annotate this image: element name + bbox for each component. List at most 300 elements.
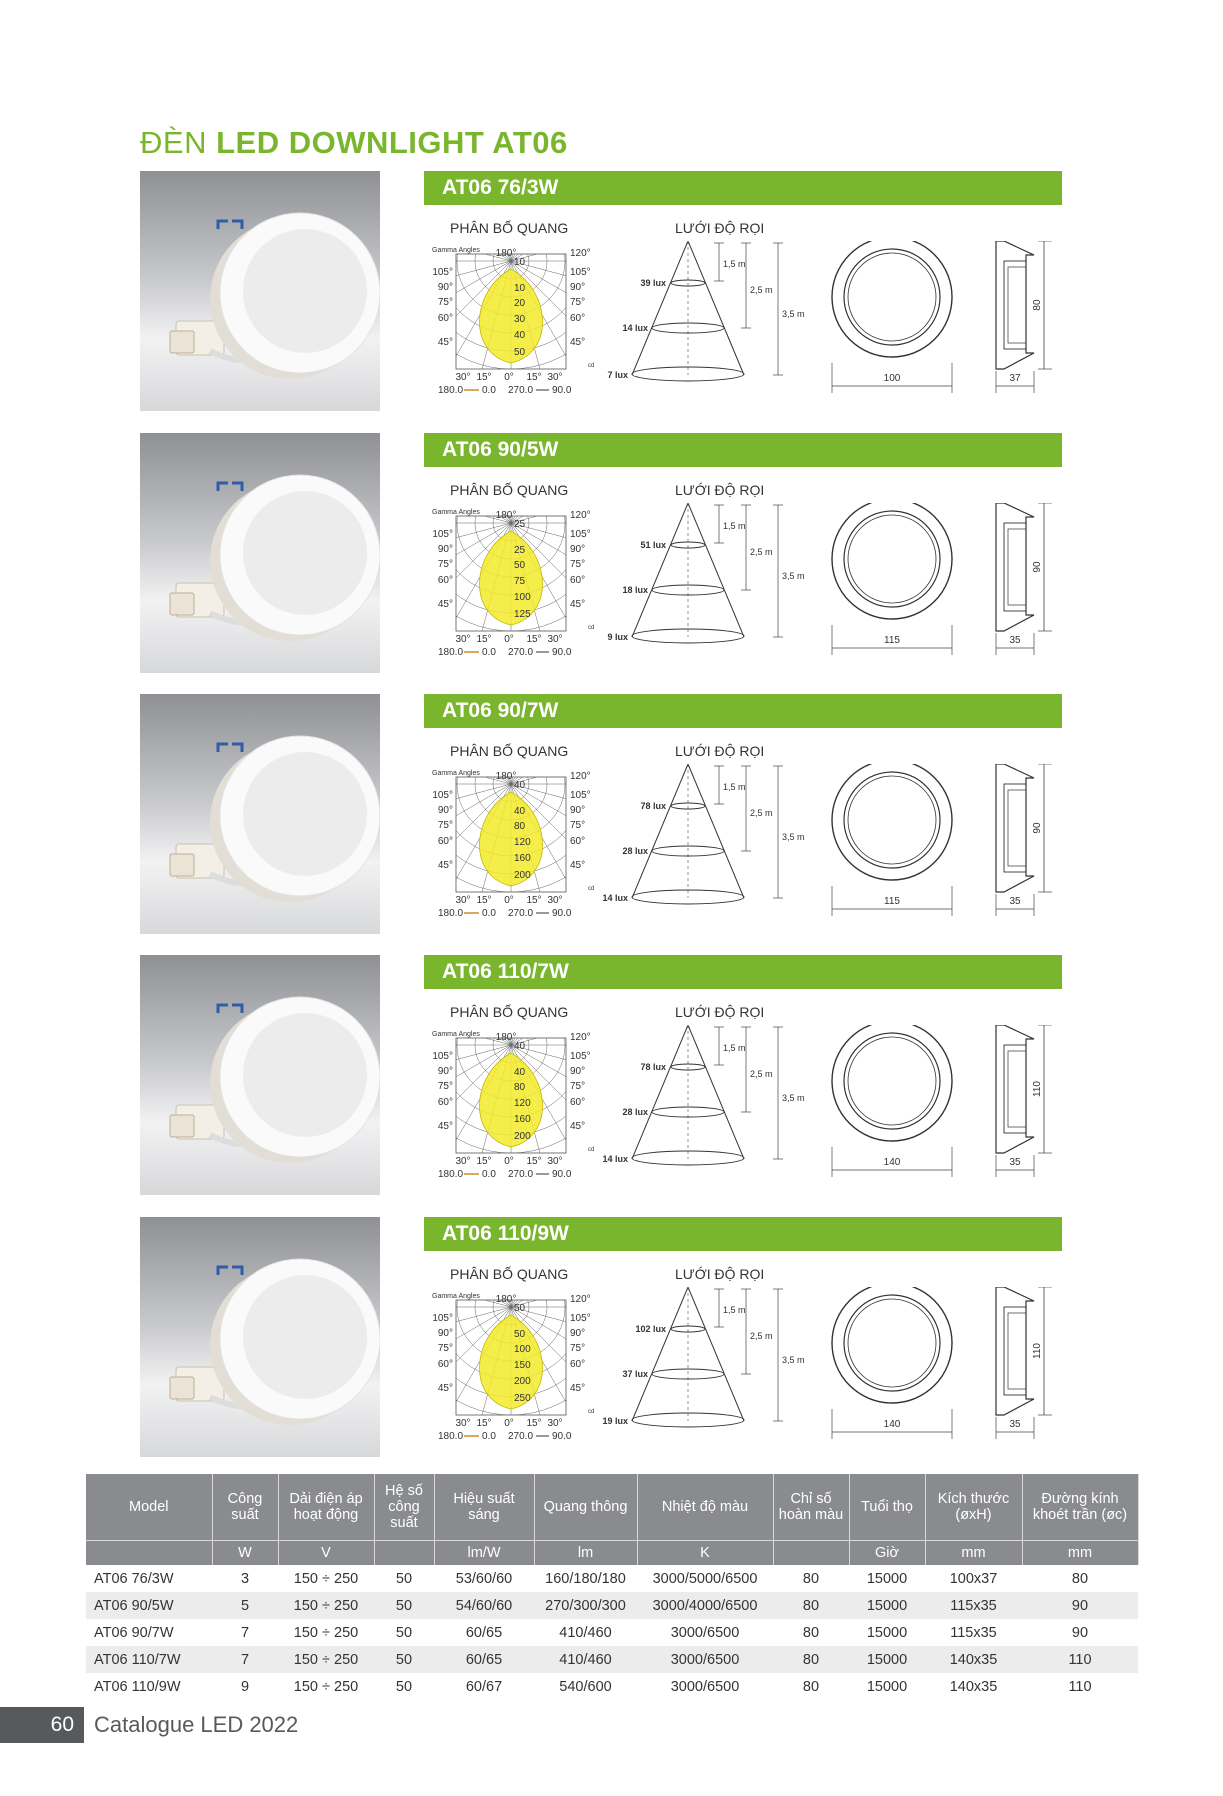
top-view-drawing <box>832 503 952 655</box>
angle-label: 105° <box>432 529 453 540</box>
polar-scale-value: 25 <box>514 519 526 530</box>
height-dimension: 110 <box>1032 1343 1043 1359</box>
distance-label: 1,5 m <box>723 782 746 792</box>
top-view-drawing <box>832 1287 952 1439</box>
angle-label: 15° <box>526 372 542 383</box>
height-dimension: 110 <box>1032 1081 1043 1097</box>
table-cell: 110 <box>1068 1678 1092 1695</box>
angle-label: 60° <box>570 1359 586 1370</box>
lux-value: 7 lux <box>607 370 628 380</box>
cd-unit-label: cd <box>588 886 595 892</box>
angle-label: 45° <box>570 1121 586 1132</box>
angle-label: 90° <box>437 1066 453 1077</box>
table-unit-cell: mm <box>1022 1541 1138 1566</box>
distance-label: 2,5 m <box>750 1069 773 1079</box>
angle-label: 105° <box>432 1313 453 1324</box>
table-cell: 100x37 <box>949 1570 998 1587</box>
angle-label: 45° <box>570 860 586 871</box>
product-photo <box>140 1217 380 1457</box>
angle-label: 180° <box>495 510 517 521</box>
angle-label: 120° <box>570 510 591 521</box>
polar-scale-value: 200 <box>514 1131 531 1142</box>
angle-label: 75° <box>437 820 453 831</box>
angle-label: 30° <box>455 372 471 383</box>
angle-label: 60° <box>437 1359 453 1370</box>
table-cell: 90 <box>1071 1624 1089 1641</box>
angle-label: 15° <box>476 1156 492 1167</box>
polar-scale-value: 120 <box>514 1098 531 1109</box>
angle-label: 90° <box>570 1066 586 1077</box>
table-cell: 3000/4000/6500 <box>637 1592 773 1619</box>
table-header-cell: Kích thước (øxH) <box>925 1474 1022 1541</box>
product-title-bar: AT06 110/7W <box>424 955 1062 989</box>
depth-dimension: 35 <box>1009 635 1021 646</box>
table-cell: 90 <box>1022 1592 1138 1619</box>
angle-label: 0° <box>504 634 514 645</box>
table-unit-cell: W <box>212 1541 278 1566</box>
table-cell: 15000 <box>866 1624 908 1641</box>
page-number: 60 <box>0 1707 84 1743</box>
catalogue-name: Catalogue LED 2022 <box>94 1712 299 1737</box>
table-cell: 54/60/60 <box>434 1592 534 1619</box>
table-cell: 7 <box>240 1624 250 1641</box>
polar-scale-value: 30 <box>514 314 526 325</box>
table-unit-row <box>86 1541 1138 1566</box>
lux-value: 19 lux <box>602 1416 628 1426</box>
title-main: LED DOWNLIGHT AT06 <box>216 125 568 160</box>
table-header-cell: Nhiệt độ màu <box>637 1474 773 1541</box>
top-view-drawing <box>832 764 952 916</box>
angle-label: 105° <box>570 1051 591 1062</box>
legend-value: 270.0 <box>508 385 534 396</box>
table-cell: 115x35 <box>925 1592 1022 1619</box>
table-row <box>86 1565 1138 1592</box>
legend-value: 90.0 <box>552 647 572 658</box>
distance-label: 2,5 m <box>750 1331 773 1341</box>
table-cell: 115x35 <box>950 1624 997 1641</box>
angle-label: 60° <box>570 575 586 586</box>
depth-dimension: 35 <box>1009 1419 1021 1430</box>
angle-label: 120° <box>570 771 591 782</box>
angle-label: 105° <box>432 1051 453 1062</box>
angle-label: 90° <box>570 805 586 816</box>
angle-label: 75° <box>437 1343 453 1354</box>
table-cell: 80 <box>802 1570 820 1587</box>
angle-label: 45° <box>570 337 586 348</box>
product-diagrams <box>424 764 1064 954</box>
angle-label: 90° <box>570 544 586 555</box>
legend-value: 0.0 <box>482 647 496 658</box>
table-cell: 140x35 <box>925 1646 1022 1673</box>
table-header-cell: Dải điện áp hoạt động <box>278 1474 374 1541</box>
lux-value: 14 lux <box>622 323 648 333</box>
table-cell: 410/460 <box>534 1646 637 1673</box>
table-cell: 5 <box>212 1592 278 1619</box>
table-cell: 50 <box>374 1646 434 1673</box>
lux-value: 102 lux <box>635 1324 666 1334</box>
angle-label: 60° <box>437 313 453 324</box>
product-title-bar: AT06 76/3W <box>424 171 1062 205</box>
legend-value: 90.0 <box>552 908 572 919</box>
table-cell: 80 <box>773 1646 849 1673</box>
height-dimension: 90 <box>1032 822 1043 834</box>
width-dimension: 140 <box>883 1419 901 1430</box>
polar-scale-value: 40 <box>514 806 526 817</box>
product-diagrams <box>424 503 1064 693</box>
product-diagrams <box>424 241 1064 431</box>
table-cell: 60/65 <box>434 1646 534 1673</box>
table-cell: 50 <box>374 1592 434 1619</box>
polar-scale-value: 160 <box>514 853 531 864</box>
angle-label: 90° <box>437 805 453 816</box>
angle-label: 0° <box>504 372 514 383</box>
distance-label: 2,5 m <box>750 547 773 557</box>
angle-label: 30° <box>455 1418 471 1429</box>
product-photo <box>140 955 380 1195</box>
table-cell: 15000 <box>866 1570 908 1587</box>
angle-label: 45° <box>437 599 453 610</box>
beam-grid-label: LƯỚI ĐỘ RỌI <box>675 1266 765 1282</box>
legend-value: 270.0 <box>508 1431 534 1442</box>
photometric-label: PHÂN BỐ QUANG <box>450 1004 569 1020</box>
table-row <box>86 1619 1138 1646</box>
angle-label: 45° <box>570 1383 586 1394</box>
table-cell: 3000/6500 <box>637 1646 773 1673</box>
legend-value: 270.0 <box>508 647 534 658</box>
angle-label: 0° <box>504 895 514 906</box>
table-unit-cell: lm/W <box>434 1541 534 1566</box>
polar-scale-value: 200 <box>514 1376 531 1387</box>
distance-label: 2,5 m <box>750 285 773 295</box>
table-cell: 410/460 <box>559 1624 612 1641</box>
table-unit-cell <box>86 1541 212 1566</box>
width-dimension: 115 <box>884 635 900 646</box>
side-view-drawing <box>996 1025 1052 1177</box>
polar-scale-value: 100 <box>514 592 531 603</box>
table-header-cell: Công suất <box>212 1474 278 1541</box>
beam-cone-diagram <box>602 1025 804 1165</box>
legend-value: 180.0 <box>438 385 464 396</box>
table-header-cell: Quang thông <box>534 1474 637 1541</box>
table-cell: 15000 <box>849 1646 925 1673</box>
table-unit-cell: K <box>637 1541 773 1566</box>
table-header-cell: Hệ số công suất <box>374 1474 434 1541</box>
polar-scale-value: 40 <box>514 1041 526 1052</box>
table-cell: 150 ÷ 250 <box>293 1570 359 1587</box>
angle-label: 75° <box>570 297 586 308</box>
table-cell: 80 <box>1071 1570 1089 1587</box>
polar-scale-value: 50 <box>514 1303 526 1314</box>
angle-label: 30° <box>547 1418 563 1429</box>
angle-label: 90° <box>437 282 453 293</box>
angle-label: 180° <box>495 1294 517 1305</box>
table-cell: 3 <box>240 1570 250 1587</box>
beam-cone-diagram <box>607 241 804 381</box>
angle-label: 75° <box>570 1343 586 1354</box>
table-cell: AT06 90/7W <box>94 1624 174 1641</box>
lux-value: 28 lux <box>622 1107 648 1117</box>
angle-label: 90° <box>570 1328 586 1339</box>
lux-value: 37 lux <box>622 1369 648 1379</box>
product-title-bar: AT06 110/9W <box>424 1217 1062 1251</box>
table-cell: 3000/5000/6500 <box>652 1570 758 1587</box>
table-cell: 50 <box>395 1678 413 1695</box>
lux-value: 9 lux <box>607 632 628 642</box>
lux-value: 78 lux <box>640 1062 666 1072</box>
legend-value: 90.0 <box>552 1169 572 1180</box>
polar-scale-value: 80 <box>514 821 526 832</box>
angle-label: 45° <box>570 599 586 610</box>
polar-scale-value: 50 <box>514 560 526 571</box>
angle-label: 0° <box>504 1418 514 1429</box>
table-row <box>86 1646 1138 1673</box>
width-dimension: 140 <box>883 1157 901 1168</box>
legend-value: 180.0 <box>438 1431 464 1442</box>
table-cell: 7 <box>212 1646 278 1673</box>
angle-label: 60° <box>437 575 453 586</box>
gamma-angles-label: Gamma Angles <box>432 247 480 254</box>
table-header-cell: Đường kính khoét trần (øc) <box>1022 1474 1138 1541</box>
table-cell: 540/600 <box>559 1678 612 1695</box>
table-cell: AT06 110/9W <box>94 1678 181 1695</box>
table-cell: 53/60/60 <box>455 1570 513 1587</box>
legend-value: 270.0 <box>508 908 534 919</box>
polar-scale-value: 40 <box>514 1067 526 1078</box>
table-cell: 140x35 <box>949 1678 998 1695</box>
angle-label: 60° <box>437 836 453 847</box>
gamma-angles-label: Gamma Angles <box>432 770 480 777</box>
angle-label: 105° <box>432 790 453 801</box>
table-row <box>86 1592 1138 1619</box>
table-cell: 160/180/180 <box>545 1570 626 1587</box>
side-view-drawing <box>996 1287 1052 1439</box>
beam-grid-label: LƯỚI ĐỘ RỌI <box>675 743 765 759</box>
legend-value: 90.0 <box>552 1431 572 1442</box>
angle-label: 105° <box>570 790 591 801</box>
angle-label: 30° <box>547 895 563 906</box>
angle-label: 120° <box>570 248 591 259</box>
angle-label: 90° <box>570 282 586 293</box>
table-row <box>86 1673 1138 1700</box>
polar-scale-value: 10 <box>514 283 526 294</box>
table-unit-cell: mm <box>925 1541 1022 1566</box>
polar-scale-value: 160 <box>514 1114 531 1125</box>
angle-label: 45° <box>437 1121 453 1132</box>
angle-label: 75° <box>437 297 453 308</box>
table-unit-cell <box>773 1541 849 1566</box>
table-cell: 150 ÷ 250 <box>278 1592 374 1619</box>
title-prefix: ĐÈN <box>140 125 207 160</box>
beam-cone-diagram <box>607 503 804 643</box>
polar-scale-value: 25 <box>514 545 526 556</box>
legend-value: 270.0 <box>508 1169 534 1180</box>
height-dimension: 90 <box>1032 561 1043 573</box>
photometric-label: PHÂN BỐ QUANG <box>450 743 569 759</box>
angle-label: 15° <box>476 1418 492 1429</box>
table-cell: 270/300/300 <box>534 1592 637 1619</box>
polar-scale-value: 80 <box>514 1082 526 1093</box>
spec-table <box>86 1474 1139 1700</box>
angle-label: 105° <box>570 267 591 278</box>
polar-scale-value: 50 <box>514 1329 526 1340</box>
polar-scale-value: 150 <box>514 1360 531 1371</box>
legend-value: 90.0 <box>552 385 572 396</box>
beam-grid-label: LƯỚI ĐỘ RỌI <box>675 1004 765 1020</box>
lux-value: 78 lux <box>640 801 666 811</box>
table-cell: AT06 110/7W <box>86 1646 212 1673</box>
table-cell: 3000/6500 <box>670 1624 740 1641</box>
legend-value: 0.0 <box>482 1431 496 1442</box>
table-unit-cell: lm <box>534 1541 637 1566</box>
table-header-cell: Hiệu suất sáng <box>434 1474 534 1541</box>
table-cell: 110 <box>1022 1646 1138 1673</box>
distance-label: 3,5 m <box>782 832 805 842</box>
photometric-label: PHÂN BỐ QUANG <box>450 220 569 236</box>
angle-label: 180° <box>495 1032 517 1043</box>
gamma-angles-label: Gamma Angles <box>432 509 480 516</box>
beam-cone-diagram <box>602 1287 804 1427</box>
legend-value: 180.0 <box>438 908 464 919</box>
angle-label: 75° <box>437 1081 453 1092</box>
table-cell: 60/67 <box>465 1678 503 1695</box>
page-title <box>140 125 568 161</box>
angle-label: 15° <box>526 1418 542 1429</box>
depth-dimension: 35 <box>1009 896 1021 907</box>
angle-label: 60° <box>437 1097 453 1108</box>
angle-label: 180° <box>495 771 517 782</box>
angle-label: 105° <box>432 267 453 278</box>
angle-label: 30° <box>547 372 563 383</box>
side-view-drawing <box>996 503 1052 655</box>
table-cell: AT06 90/5W <box>86 1592 212 1619</box>
lux-value: 51 lux <box>640 540 666 550</box>
angle-label: 60° <box>570 836 586 847</box>
lux-value: 18 lux <box>622 585 648 595</box>
polar-scale-value: 40 <box>514 780 526 791</box>
beam-grid-label: LƯỚI ĐỘ RỌI <box>675 482 765 498</box>
table-header-cell: Tuổi thọ <box>849 1474 925 1541</box>
cd-unit-label: cd <box>588 363 595 369</box>
distance-label: 3,5 m <box>782 1355 805 1365</box>
table-header-cell: Model <box>86 1474 212 1541</box>
table-cell: 15000 <box>866 1678 908 1695</box>
cd-unit-label: cd <box>588 1409 595 1415</box>
table-body <box>86 1565 1138 1700</box>
legend-value: 0.0 <box>482 385 496 396</box>
angle-label: 15° <box>526 895 542 906</box>
width-dimension: 115 <box>884 896 900 907</box>
angle-label: 120° <box>570 1294 591 1305</box>
distance-label: 3,5 m <box>782 571 805 581</box>
legend-value: 180.0 <box>438 647 464 658</box>
product-title-bar: AT06 90/5W <box>424 433 1062 467</box>
angle-label: 75° <box>570 820 586 831</box>
angle-label: 0° <box>504 1156 514 1167</box>
table-cell: 80 <box>802 1624 820 1641</box>
distance-label: 1,5 m <box>723 521 746 531</box>
angle-label: 30° <box>455 1156 471 1167</box>
product-diagrams <box>424 1025 1064 1215</box>
angle-label: 30° <box>547 634 563 645</box>
angle-label: 15° <box>526 1156 542 1167</box>
angle-label: 30° <box>455 895 471 906</box>
table-header-cell: Chỉ số hoàn màu <box>773 1474 849 1541</box>
beam-cone-diagram <box>602 764 804 904</box>
distance-label: 1,5 m <box>723 259 746 269</box>
polar-scale-value: 40 <box>514 330 526 341</box>
lux-value: 28 lux <box>622 846 648 856</box>
width-dimension: 100 <box>883 373 901 384</box>
angle-label: 105° <box>570 529 591 540</box>
distance-label: 1,5 m <box>723 1043 746 1053</box>
table-cell: 9 <box>240 1678 250 1695</box>
table-cell: 50 <box>395 1624 413 1641</box>
angle-label: 60° <box>570 313 586 324</box>
product-title-bar: AT06 90/7W <box>424 694 1062 728</box>
angle-label: 30° <box>455 634 471 645</box>
table-unit-cell: V <box>278 1541 374 1566</box>
top-view-drawing <box>832 241 952 393</box>
table-cell: 80 <box>773 1592 849 1619</box>
angle-label: 45° <box>437 1383 453 1394</box>
lux-value: 39 lux <box>640 278 666 288</box>
table-cell: 15000 <box>849 1592 925 1619</box>
angle-label: 75° <box>437 559 453 570</box>
angle-label: 75° <box>570 1081 586 1092</box>
cd-unit-label: cd <box>588 625 595 631</box>
side-view-drawing <box>996 764 1052 916</box>
angle-label: 90° <box>437 1328 453 1339</box>
table-header-row <box>86 1474 1138 1541</box>
angle-label: 60° <box>570 1097 586 1108</box>
polar-scale-value: 75 <box>514 576 526 587</box>
table-cell: 50 <box>395 1570 413 1587</box>
angle-label: 15° <box>476 634 492 645</box>
polar-scale-value: 200 <box>514 870 531 881</box>
angle-label: 15° <box>476 895 492 906</box>
depth-dimension: 37 <box>1009 373 1021 384</box>
table-cell: AT06 76/3W <box>94 1570 174 1587</box>
beam-grid-label: LƯỚI ĐỘ RỌI <box>675 220 765 236</box>
polar-scale-value: 125 <box>514 609 531 620</box>
angle-label: 120° <box>570 1032 591 1043</box>
product-photo <box>140 433 380 673</box>
photometric-label: PHÂN BỐ QUANG <box>450 1266 569 1282</box>
table-unit-cell <box>374 1541 434 1566</box>
distance-label: 1,5 m <box>723 1305 746 1315</box>
table-cell: 80 <box>802 1678 820 1695</box>
distance-label: 3,5 m <box>782 309 805 319</box>
angle-label: 90° <box>437 544 453 555</box>
polar-scale-value: 10 <box>514 257 526 268</box>
angle-label: 15° <box>526 634 542 645</box>
polar-scale-value: 20 <box>514 298 526 309</box>
polar-scale-value: 120 <box>514 837 531 848</box>
cd-unit-label: cd <box>588 1147 595 1153</box>
distance-label: 2,5 m <box>750 808 773 818</box>
table-cell: 150 ÷ 250 <box>293 1624 359 1641</box>
table-cell: 150 ÷ 250 <box>293 1678 359 1695</box>
legend-value: 0.0 <box>482 908 496 919</box>
table-cell: 3000/6500 <box>670 1678 740 1695</box>
polar-scale-value: 50 <box>514 347 526 358</box>
product-photo <box>140 171 380 411</box>
angle-label: 105° <box>570 1313 591 1324</box>
gamma-angles-label: Gamma Angles <box>432 1031 480 1038</box>
photometric-label: PHÂN BỐ QUANG <box>450 482 569 498</box>
table-unit-cell: Giờ <box>849 1541 925 1566</box>
polar-scale-value: 100 <box>514 1344 531 1355</box>
